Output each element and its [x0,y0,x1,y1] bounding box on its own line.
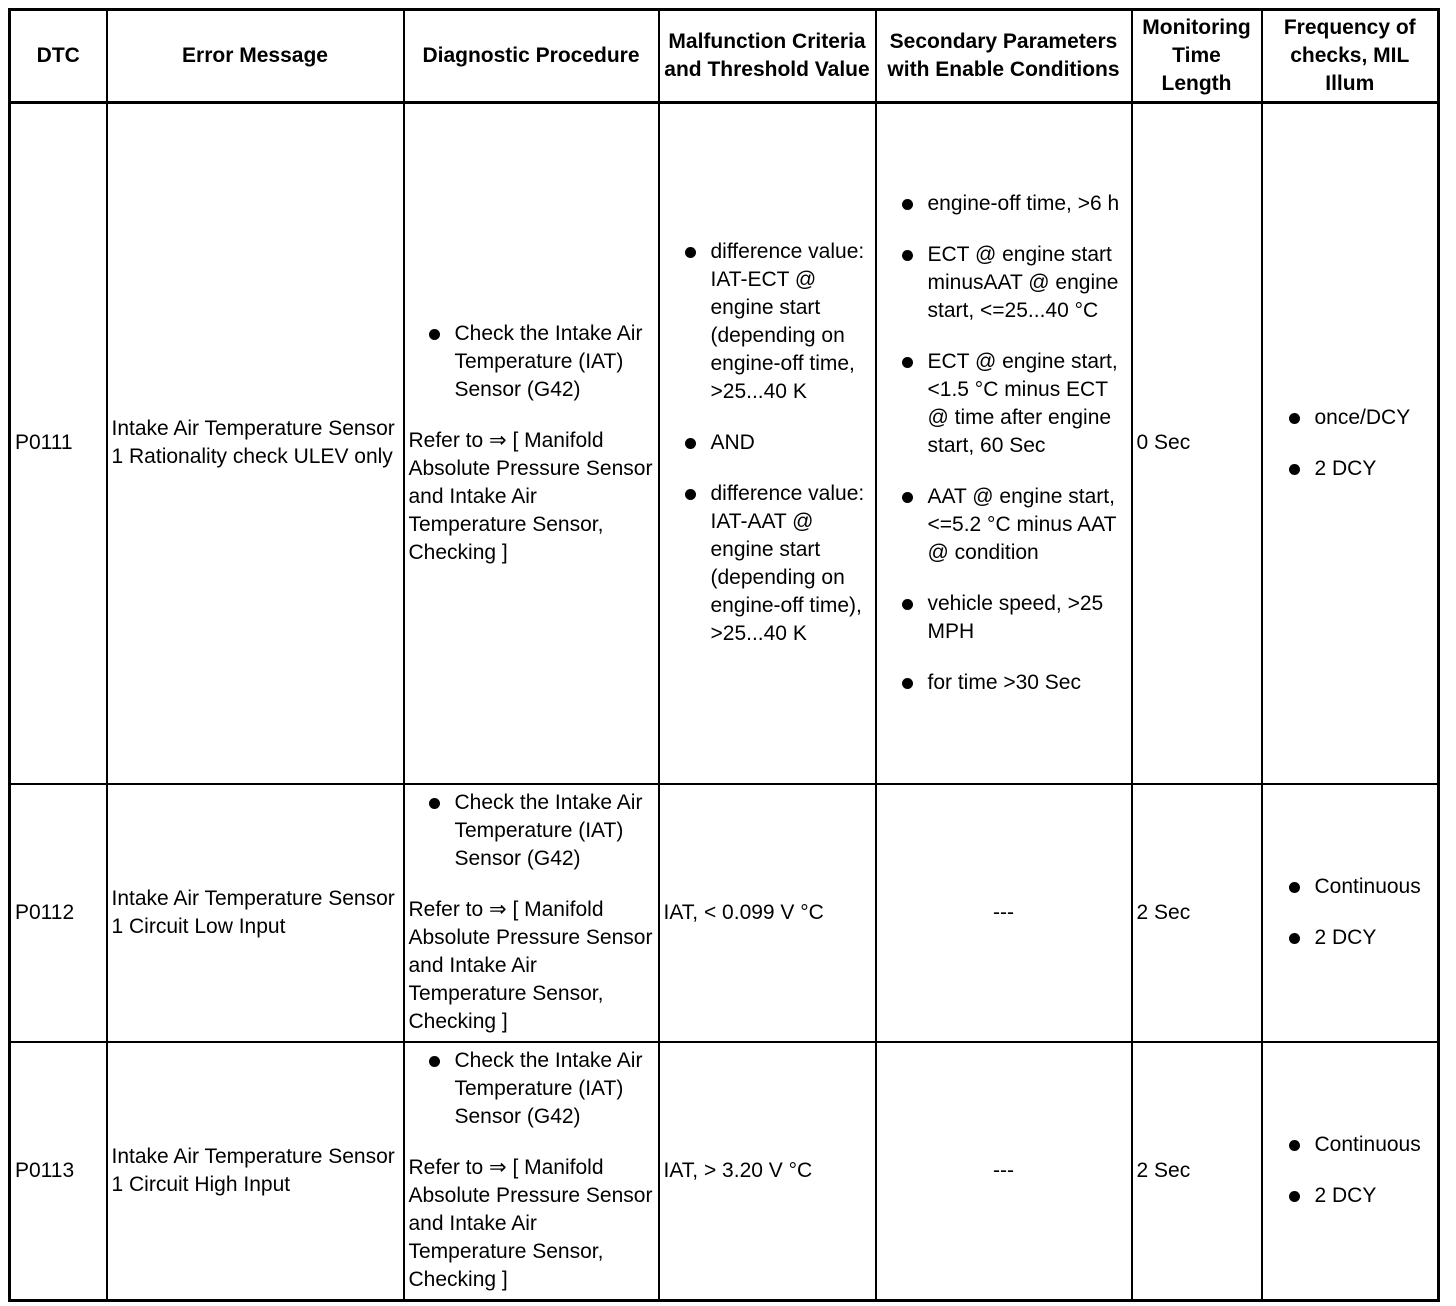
frequency-list [1267,1131,1434,1210]
bullet-icon [685,489,696,500]
table-row [10,1042,1439,1301]
header-malfunction-criteria: Malfunction Criteria and Threshold Value [659,10,876,103]
secondary-parameters: --- [876,784,1132,1042]
bullet-icon [1289,933,1300,944]
bullet-icon [1289,413,1300,424]
header-dtc: DTC [10,10,107,103]
list-item: Check the Intake Air Temperature (IAT) Sensor (G42) [429,1047,654,1131]
table-row [10,103,1439,784]
procedure-list [409,1047,654,1131]
list-item: Continuous [1289,1131,1434,1159]
list-item: Check the Intake Air Temperature (IAT) Sensor (G42) [429,320,654,404]
list-item: engine-off time, >6 h [902,190,1127,218]
list-item: AAT @ engine start, <=5.2 °C minus AAT @ condition [902,483,1127,567]
header-secondary-parameters: Secondary Parameters with Enable Conditions [876,10,1132,103]
bullet-icon [429,329,440,340]
list-item: once/DCY [1289,404,1434,432]
bullet-icon [902,492,913,503]
bullet-icon [429,798,440,809]
bullet-icon [429,1056,440,1067]
header-frequency: Frequency of checks, MIL Illum [1262,10,1439,103]
diagnostic-procedure [404,1042,659,1301]
bullet-icon [685,438,696,449]
list-item: 2 DCY [1289,1182,1434,1210]
error-message: Intake Air Temperature Sensor 1 Circuit High Input [107,1042,404,1301]
list-item: difference value: IAT-ECT @ engine start (depending on engine-off time, >25...40 K [685,238,871,406]
procedure-list [409,320,654,404]
list-item: 2 DCY [1289,455,1434,483]
frequency-list [1267,873,1434,952]
header-monitoring-time: Monitoring Time Length [1132,10,1262,103]
bullet-icon [1289,882,1300,893]
frequency-list [1267,404,1434,483]
frequency [1262,1042,1439,1301]
list-item: vehicle speed, >25 MPH [902,590,1127,646]
refer-link[interactable]: Refer to ⇒ [ Manifold Absolute Pressure Sensor and Intake Air Temperature Sensor, Checking ] [408,428,653,564]
monitoring-time: 2 Sec [1132,1042,1262,1301]
diagnostic-procedure [404,103,659,784]
bullet-icon [902,199,913,210]
refer-link[interactable]: Refer to ⇒ [ Manifold Absolute Pressure Sensor and Intake Air Temperature Sensor, Checking ] [408,898,653,1033]
list-item: ECT @ engine start minusAAT @ engine start, <=25...40 °C [902,241,1127,325]
dtc-code: P0111 [10,103,107,784]
dtc-code: P0112 [10,784,107,1042]
list-item: for time >30 Sec [902,669,1127,697]
list-item: Continuous [1289,873,1434,901]
bullet-icon [1289,1191,1300,1202]
list-item: ECT @ engine start, <1.5 °C minus ECT @ time after engine start, 60 Sec [902,348,1127,460]
header-error-message: Error Message [107,10,404,103]
bullet-icon [902,250,913,261]
header-row [10,10,1439,103]
list-item: Check the Intake Air Temperature (IAT) Sensor (G42) [429,789,654,873]
bullet-icon [902,678,913,689]
malfunction-criteria [659,103,876,784]
frequency [1262,103,1439,784]
malfunction-criteria: IAT, < 0.099 V °C [659,784,876,1042]
list-item: 2 DCY [1289,924,1434,952]
header-diagnostic-procedure: Diagnostic Procedure [404,10,659,103]
bullet-icon [1289,464,1300,475]
malfunction-criteria: IAT, > 3.20 V °C [659,1042,876,1301]
criteria-list [664,238,871,648]
diagnostic-procedure [404,784,659,1042]
dtc-code: P0113 [10,1042,107,1301]
bullet-icon [1289,1140,1300,1151]
procedure-list [409,789,654,873]
table-row [10,784,1439,1042]
error-message: Intake Air Temperature Sensor 1 Rationality check ULEV only [107,103,404,784]
refer-link[interactable]: Refer to ⇒ [ Manifold Absolute Pressure Sensor and Intake Air Temperature Sensor, Checking ] [408,1156,653,1292]
list-item: AND [685,429,871,457]
dtc-table [8,8,1440,1302]
secondary-parameters [876,103,1132,784]
bullet-icon [902,599,913,610]
bullet-icon [902,357,913,368]
monitoring-time: 0 Sec [1132,103,1262,784]
bullet-icon [685,247,696,258]
frequency [1262,784,1439,1042]
secondary-parameters: --- [876,1042,1132,1301]
monitoring-time: 2 Sec [1132,784,1262,1042]
list-item: difference value: IAT-AAT @ engine start (depending on engine-off time), >25...40 K [685,480,871,648]
secondary-list [881,190,1127,697]
error-message: Intake Air Temperature Sensor 1 Circuit Low Input [107,784,404,1042]
